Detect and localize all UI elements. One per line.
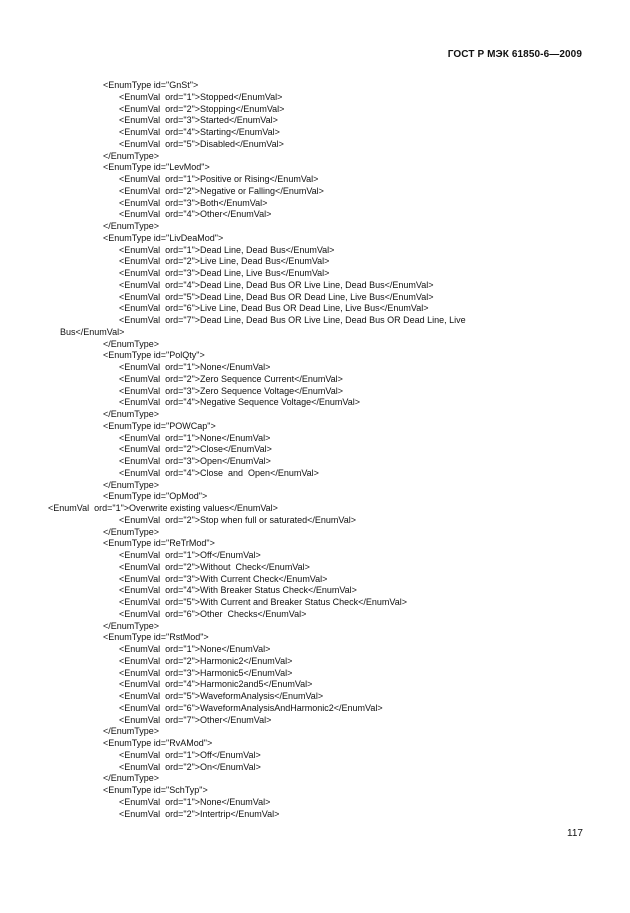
page-number: 117 — [567, 828, 583, 839]
code-line: <EnumVal ord="5">WaveformAnalysis</EnumVal> — [119, 691, 324, 701]
code-line: <EnumVal ord="1">None</EnumVal> — [119, 644, 271, 654]
code-line: <EnumVal ord="1">Off</EnumVal> — [119, 749, 261, 760]
code-line: </EnumType> — [103, 150, 160, 161]
code-line: <EnumType id="LevMod"> — [103, 162, 210, 173]
code-line: <EnumVal ord="5">Disabled</EnumVal> — [119, 138, 284, 149]
code-line: <EnumVal ord="1">None</EnumVal> — [119, 796, 271, 807]
code-line: <EnumVal ord="2">Stopping</EnumVal> — [119, 103, 285, 114]
code-line: <EnumVal ord="4">With Breaker Status Check</EnumVal> — [119, 585, 357, 596]
code-line: <EnumVal ord="4">Dead Line, Dead Bus OR Live Line, Dead Bus</EnumVal> — [119, 279, 434, 290]
code-line: <EnumType id="OpMod"> — [103, 491, 208, 502]
code-line: <EnumVal ord="3">Started</EnumVal> — [119, 115, 278, 126]
code-line: </EnumType> — [103, 409, 160, 419]
code-line: <EnumVal ord="2">Live Line, Dead Bus</EnumVal> — [119, 256, 330, 267]
code-line: <EnumVal ord="4">Harmonic2and5</EnumVal> — [119, 679, 313, 690]
code-line: <EnumVal ord="3">Both</EnumVal> — [119, 197, 268, 208]
code-line: <EnumVal ord="2">On</EnumVal> — [119, 761, 261, 772]
code-line: <EnumVal ord="4">Negative Sequence Voltage</EnumVal> — [119, 397, 360, 408]
code-line: <EnumVal ord="4">Other</EnumVal> — [119, 209, 272, 220]
code-line: <EnumVal ord="2">Zero Sequence Current</EnumVal> — [119, 373, 343, 384]
code-line: </EnumType> — [103, 479, 160, 490]
code-line: <EnumVal ord="3">With Current Check</EnumVal> — [119, 573, 328, 584]
code-line: <EnumVal ord="2">Negative or Falling</EnumVal> — [119, 185, 324, 196]
code-line: <EnumVal ord="7">Other</EnumVal> — [119, 714, 272, 725]
code-line: <EnumVal ord="2">Harmonic2</EnumVal> — [119, 655, 293, 666]
code-line: <EnumType id="SchTyp"> — [103, 785, 208, 795]
code-line: <EnumType id="LivDeaMod"> — [103, 232, 224, 243]
code-line: <EnumVal ord="1">Stopped</EnumVal> — [119, 91, 283, 102]
code-line: <EnumVal ord="3">Open</EnumVal> — [119, 456, 271, 466]
standard-code-header: ГОСТ Р МЭК 61850-6—2009 — [447, 49, 582, 60]
code-line: <EnumType id="GnSt"> — [103, 80, 199, 90]
code-line: <EnumVal ord="1">None</EnumVal> — [119, 362, 271, 372]
code-line: <EnumVal ord="2">Intertrip</EnumVal> — [119, 808, 280, 819]
code-line: <EnumVal ord="2">Without Check</EnumVal> — [119, 561, 310, 572]
code-line: <EnumVal ord="5">Dead Line, Dead Bus OR Dead Line, Live Bus</EnumVal> — [119, 291, 434, 302]
code-line: <EnumType id="POWCap"> — [103, 420, 216, 431]
code-line: <EnumVal ord="3">Dead Line, Live Bus</EnumVal> — [119, 268, 330, 278]
code-line: <EnumVal ord="6">Live Line, Dead Bus OR Dead Line, Live Bus</EnumVal> — [119, 303, 429, 314]
code-line: </EnumType> — [103, 221, 160, 231]
code-line: Bus</EnumVal> — [60, 326, 125, 337]
code-line: <EnumVal ord="1">None</EnumVal> — [119, 432, 271, 443]
code-line: <EnumType id="PolQty"> — [103, 350, 205, 361]
code-line: <EnumVal ord="6">Other Checks</EnumVal> — [119, 608, 307, 619]
code-line: <EnumVal ord="3">Zero Sequence Voltage</EnumVal> — [119, 385, 343, 396]
code-line: <EnumVal ord="4">Close and Open</EnumVal> — [119, 467, 319, 478]
code-line: <EnumVal ord="6">WaveformAnalysisAndHarmonic2</EnumVal> — [119, 702, 383, 713]
code-line: <EnumVal ord="1">Positive or Rising</EnumVal> — [119, 174, 319, 184]
code-line: <EnumVal ord="1">Off</EnumVal> — [119, 550, 261, 560]
code-line: <EnumVal ord="5">With Current and Breaker Status Check</EnumVal> — [119, 597, 407, 607]
code-line: </EnumType> — [103, 773, 160, 784]
code-line: <EnumVal ord="4">Starting</EnumVal> — [119, 127, 280, 137]
code-line: </EnumType> — [103, 620, 160, 631]
code-line: <EnumType id="ReTrMod"> — [103, 538, 215, 549]
code-line: <EnumType id="RvAMod"> — [103, 738, 213, 748]
code-line: <EnumVal ord="1">Dead Line, Dead Bus</EnumVal> — [119, 244, 335, 255]
code-line: <EnumVal ord="1">Overwrite existing values</EnumVal> — [48, 503, 278, 513]
code-line: </EnumType> — [103, 526, 160, 537]
code-line: </EnumType> — [103, 726, 160, 737]
code-line: <EnumVal ord="3">Harmonic5</EnumVal> — [119, 667, 293, 678]
code-line: <EnumType id="RstMod"> — [103, 632, 209, 643]
code-line: <EnumVal ord="7">Dead Line, Dead Bus OR Live Line, Dead Bus OR Dead Line, Live — [119, 315, 466, 325]
code-line: <EnumVal ord="2">Close</EnumVal> — [119, 444, 272, 455]
code-line: </EnumType> — [103, 338, 160, 349]
code-line: <EnumVal ord="2">Stop when full or saturated</EnumVal> — [119, 514, 356, 525]
